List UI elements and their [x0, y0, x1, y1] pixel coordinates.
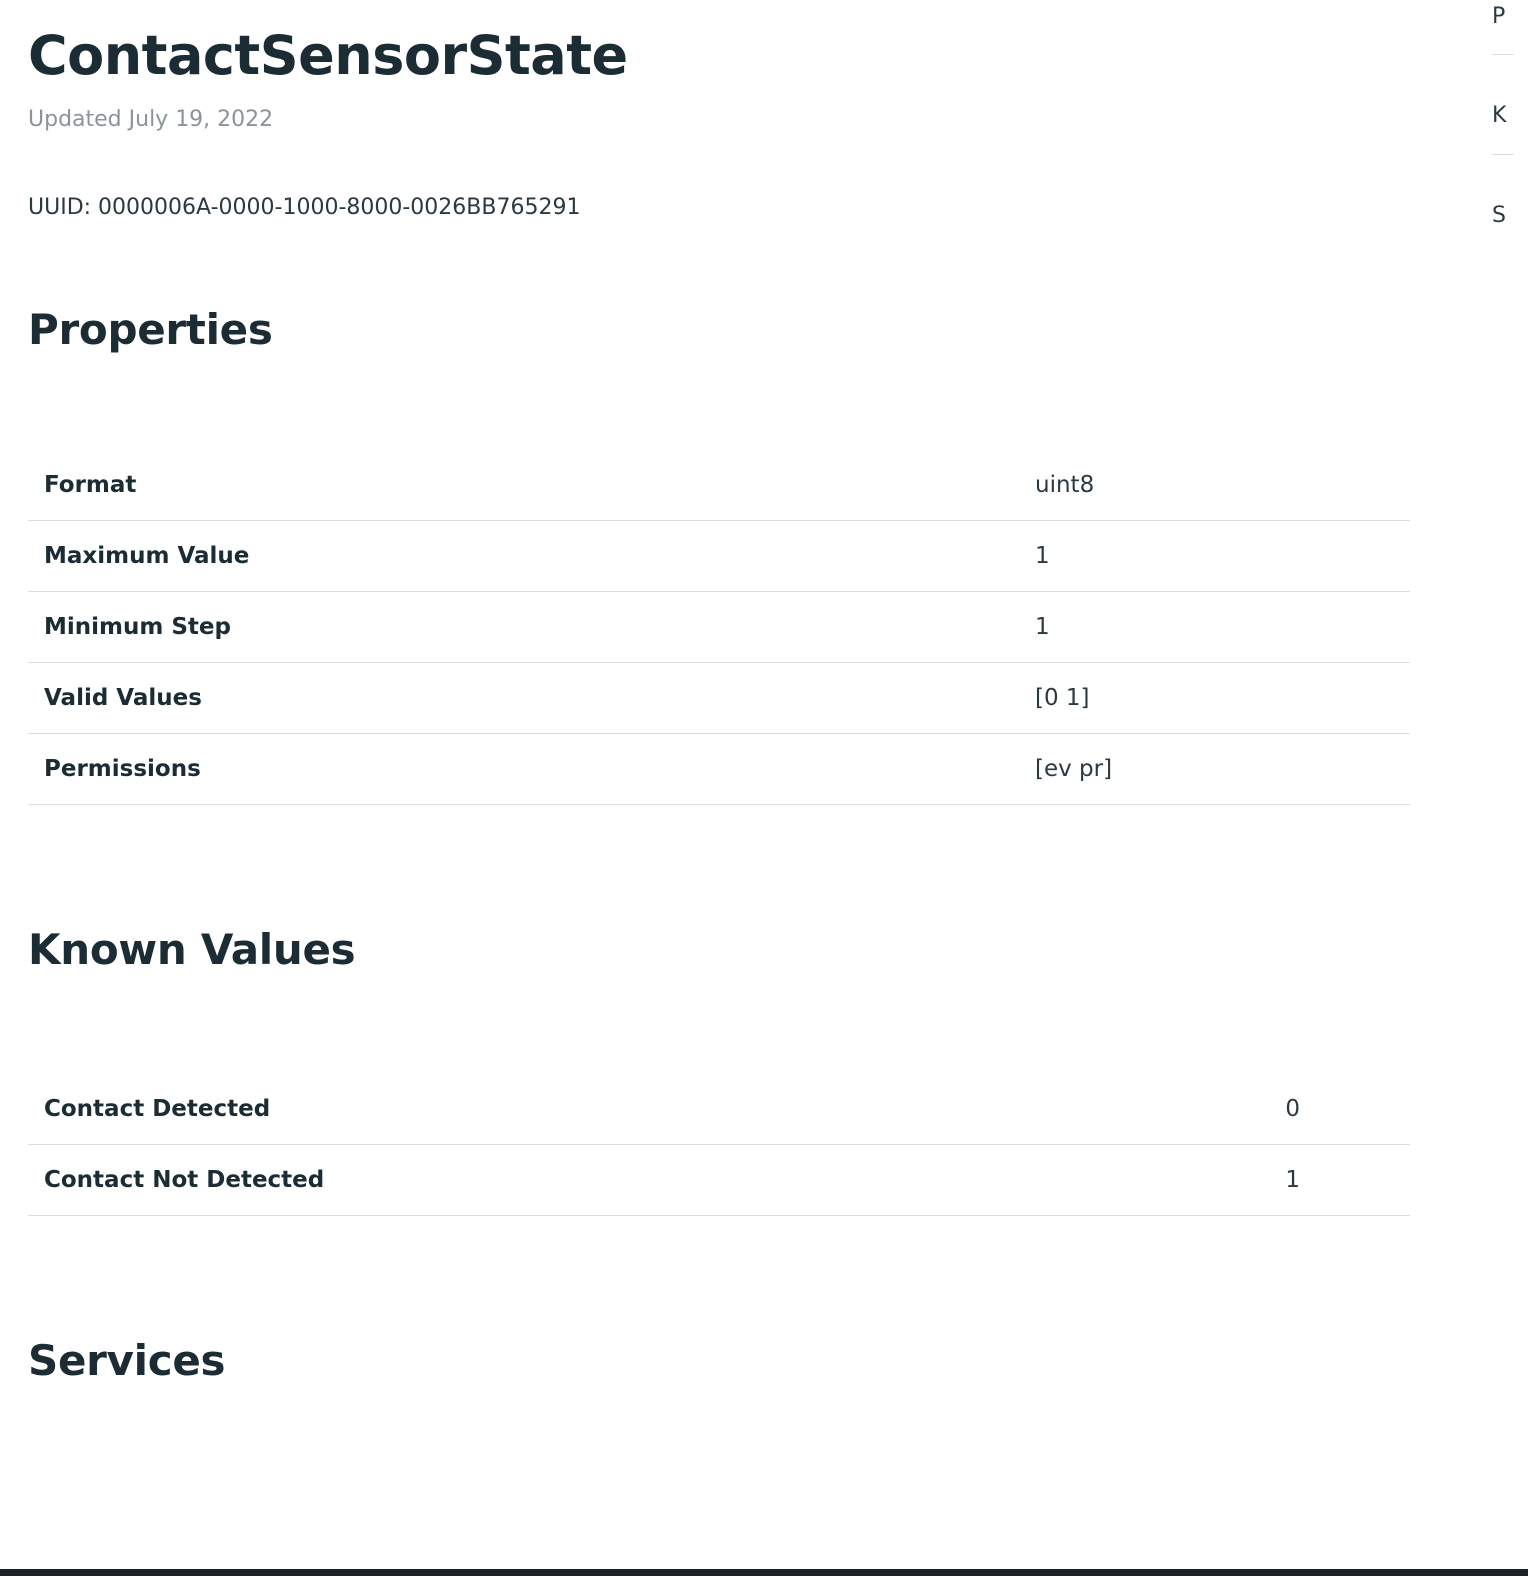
updated-date: Updated July 19, 2022 — [28, 106, 274, 132]
property-value: 1 — [1019, 521, 1410, 592]
table-row — [28, 521, 1410, 592]
known-value-number: 0 — [1019, 1074, 1410, 1145]
property-key: Maximum Value — [28, 521, 1019, 592]
table-row — [28, 450, 1410, 521]
property-key: Format — [28, 450, 1019, 521]
properties-table — [28, 450, 1410, 805]
property-value: [ev pr] — [1019, 734, 1410, 805]
table-row — [28, 734, 1410, 805]
uuid-text: UUID: 0000006A-0000-1000-8000-0026BB765291 — [28, 195, 581, 221]
side-nav-item-services[interactable]: S — [1492, 202, 1506, 228]
side-nav-item-known-values[interactable]: K — [1492, 103, 1507, 129]
side-nav-divider — [1492, 54, 1514, 55]
properties-heading: Properties — [28, 305, 273, 355]
page-title: ContactSensorState — [28, 24, 628, 87]
side-nav-divider — [1492, 154, 1514, 155]
services-heading: Services — [28, 1336, 226, 1386]
known-values-table — [28, 1074, 1410, 1216]
property-value: 1 — [1019, 592, 1410, 663]
known-value-key: Contact Not Detected — [28, 1145, 1019, 1216]
property-value: uint8 — [1019, 450, 1410, 521]
side-navigation — [1492, 0, 1528, 1576]
property-key: Minimum Step — [28, 592, 1019, 663]
table-row — [28, 1074, 1410, 1145]
known-value-key: Contact Detected — [28, 1074, 1019, 1145]
known-values-heading: Known Values — [28, 925, 356, 975]
bottom-bar — [0, 1569, 1528, 1576]
table-row — [28, 1145, 1410, 1216]
property-key: Valid Values — [28, 663, 1019, 734]
known-value-number: 1 — [1019, 1145, 1410, 1216]
property-value: [0 1] — [1019, 663, 1410, 734]
table-row — [28, 663, 1410, 734]
side-nav-item-properties[interactable]: P — [1492, 4, 1506, 29]
table-row — [28, 592, 1410, 663]
property-key: Permissions — [28, 734, 1019, 805]
